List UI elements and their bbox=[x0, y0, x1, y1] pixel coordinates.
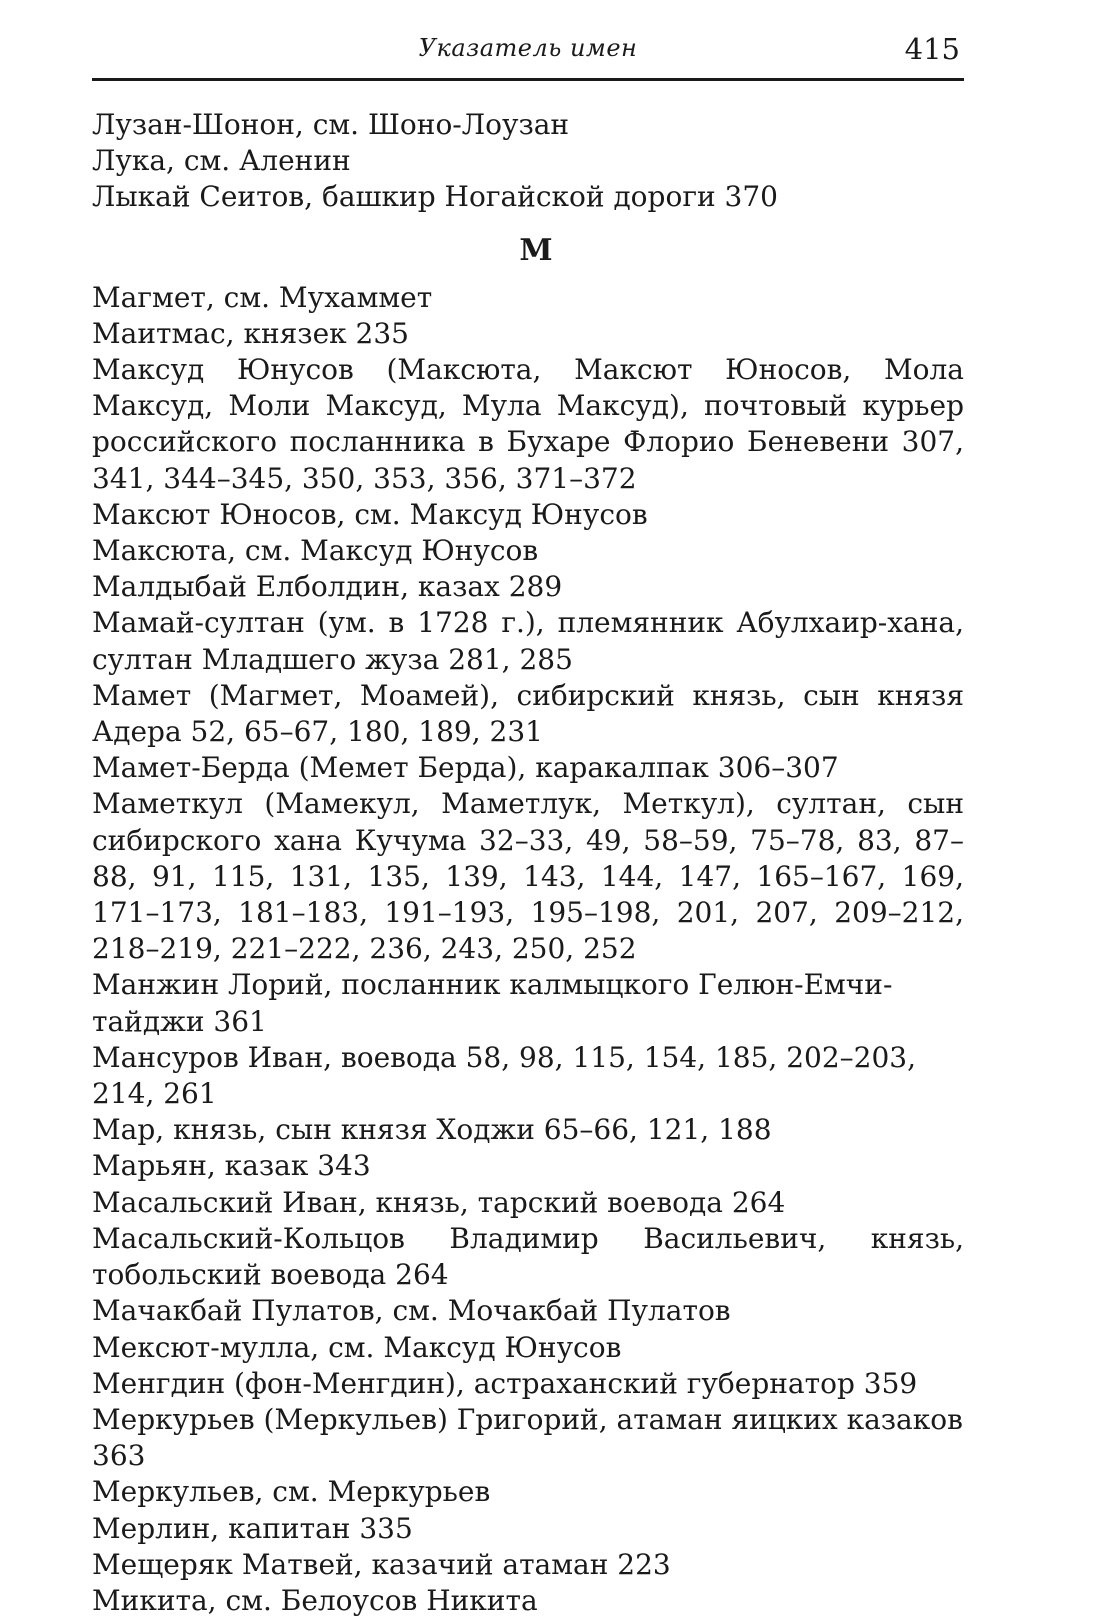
index-entry: Маметкул (Мамекул, Маметлук, Меткул), султан, сын сибирского хана Кучума 32–33, 49, 58–59, 75–78, 83, 87–88, 91, 115, 131, 135, 139, 143, 144, 147, 165–167, 169, 171–173, 181–183, 191–193, 195–198, 201, 207, 209–212, 218–219, 221–222, 236, 243, 250, 252 bbox=[92, 787, 964, 966]
index-entry: Магмет, см. Мухаммет bbox=[92, 280, 433, 314]
index-entry: Мамет-Берда (Мемет Берда), каракалпак 306–307 bbox=[92, 751, 839, 785]
index-entry: Лыкай Сеитов, башкир Ногайской дороги 370 bbox=[92, 180, 778, 214]
index-page bbox=[92, 30, 964, 1619]
index-entry: Мар, князь, сын князя Ходжи 65–66, 121, 188 bbox=[92, 1113, 772, 1147]
index-entry: Мачакбай Пулатов, см. Мочакбай Пулатов bbox=[92, 1294, 731, 1328]
index-entry: Масальский Иван, князь, тарский воевода 264 bbox=[92, 1185, 786, 1219]
index-entry: Мамай-султан (ум. в 1728 г.), племянник Абулхаир-хана, султан Младшего жуза 281, 285 bbox=[92, 606, 964, 676]
page-number: 415 bbox=[904, 32, 960, 66]
index-entry: Максюта, см. Максуд Юнусов bbox=[92, 534, 539, 568]
index-entry: Мансуров Иван, воевода 58, 98, 115, 154, 185, 202–203, 214, 261 bbox=[92, 1040, 916, 1111]
index-entry: Масальский-Кольцов Владимир Васильевич, князь, тобольский воевода 264 bbox=[92, 1221, 964, 1292]
index-entry: Лузан-Шонон, см. Шоно-Лоузан bbox=[92, 108, 570, 141]
index-entries bbox=[92, 107, 964, 1619]
index-entry: Маитмас, князек 235 bbox=[92, 316, 409, 350]
section-letter: М bbox=[519, 232, 553, 268]
index-entry: Микита, см. Белоусов Никита bbox=[92, 1583, 538, 1617]
index-entry: Малдыбай Елболдин, казах 289 bbox=[92, 570, 563, 604]
running-title: Указатель имен bbox=[418, 34, 638, 62]
index-entry: Максют Юносов, см. Максуд Юнусов bbox=[92, 497, 648, 531]
index-entry: Марьян, казак 343 bbox=[92, 1149, 371, 1183]
index-entry: Меркурьев (Меркульев) Григорий, атаман яицких казаков 363 bbox=[92, 1402, 963, 1473]
index-entry: Максуд Юнусов (Максюта, Максют Юносов, Мола Максуд, Моли Максуд, Мула Максуд), почтовый курьер российского посланника в Бухаре Флорио Беневени 307, 341, 344–345, 350, 353, 356, 371–372 bbox=[92, 353, 964, 495]
index-entry: Лука, см. Аленин bbox=[92, 144, 351, 178]
index-entry: Меркульев, см. Меркурьев bbox=[92, 1475, 491, 1509]
index-entry: Мамет (Магмет, Моамей), сибирский князь, сын князя Адера 52, 65–67, 180, 189, 231 bbox=[92, 678, 964, 749]
index-entry: Менгдин (фон-Менгдин), астраханский губернатор 359 bbox=[92, 1366, 918, 1400]
index-entry: Мещеряк Матвей, казачий атаман 223 bbox=[92, 1547, 671, 1581]
index-entry: Мерлин, капитан 335 bbox=[92, 1511, 413, 1545]
index-entry: Манжин Лорий, посланник калмыцкого Гелюн-Емчи-тайджи 361 bbox=[92, 968, 893, 1038]
running-header bbox=[92, 30, 964, 81]
index-entry: Мексют-мулла, см. Максуд Юнусов bbox=[92, 1330, 622, 1364]
